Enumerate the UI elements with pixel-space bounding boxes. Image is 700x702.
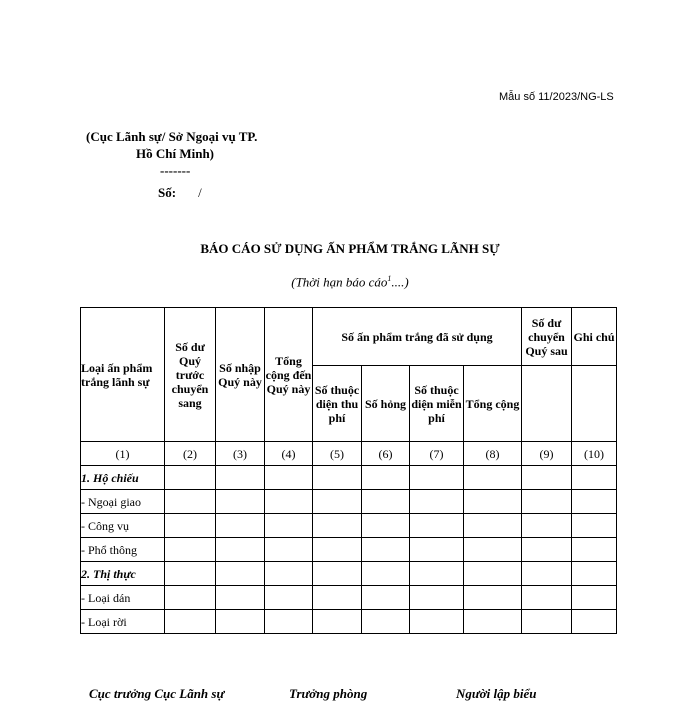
column-number: (1) <box>81 442 165 466</box>
table-cell[interactable] <box>572 562 617 586</box>
table-cell[interactable] <box>362 490 410 514</box>
form-code: Mẫu số 11/2023/NG-LS <box>499 91 614 103</box>
table-cell[interactable] <box>313 514 362 538</box>
row-label-passport: 1. Hộ chiếu <box>81 466 165 490</box>
table-cell[interactable] <box>265 610 313 634</box>
header-used-free: Số thuộc diện miễn phí <box>410 366 464 442</box>
table-cell[interactable] <box>464 514 522 538</box>
table-cell[interactable] <box>522 562 572 586</box>
table-cell[interactable] <box>410 610 464 634</box>
table-cell[interactable] <box>313 490 362 514</box>
signature-head: Cục trưởng Cục Lãnh sự <box>89 686 225 701</box>
report-period-tail: ....) <box>391 274 409 290</box>
table-cell[interactable] <box>522 538 572 562</box>
header-carry-over-blank <box>522 366 572 442</box>
table-cell[interactable] <box>410 562 464 586</box>
table-row <box>81 610 617 634</box>
table-row <box>81 490 617 514</box>
table-row <box>81 466 617 490</box>
report-period <box>80 274 620 290</box>
report-title: BÁO CÁO SỬ DỤNG ẤN PHẨM TRẮNG LÃNH SỰ <box>200 241 500 256</box>
table-cell[interactable] <box>165 514 216 538</box>
table-cell[interactable] <box>522 610 572 634</box>
table-cell[interactable] <box>464 586 522 610</box>
column-number: (2) <box>165 442 216 466</box>
table-cell[interactable] <box>216 466 265 490</box>
table-cell[interactable] <box>522 514 572 538</box>
table-cell[interactable] <box>522 466 572 490</box>
table-cell[interactable] <box>464 466 522 490</box>
row-label-loose: - Loại rời <box>81 610 165 634</box>
footnote-marker: 1 <box>387 274 392 283</box>
table-cell[interactable] <box>464 610 522 634</box>
table-cell[interactable] <box>216 562 265 586</box>
report-period-text: (Thời hạn báo cáo <box>291 274 388 290</box>
table-cell[interactable] <box>313 562 362 586</box>
column-number: (5) <box>313 442 362 466</box>
column-number: (4) <box>265 442 313 466</box>
table-cell[interactable] <box>572 490 617 514</box>
table-cell[interactable] <box>313 610 362 634</box>
table-cell[interactable] <box>410 514 464 538</box>
table-cell[interactable] <box>410 538 464 562</box>
table-cell[interactable] <box>165 490 216 514</box>
column-number: (10) <box>572 442 617 466</box>
column-number: (9) <box>522 442 572 466</box>
table-cell[interactable] <box>362 610 410 634</box>
column-number-row <box>81 442 617 466</box>
table-cell[interactable] <box>410 490 464 514</box>
table-cell[interactable] <box>216 514 265 538</box>
header-received: Số nhập Quý này <box>216 308 265 442</box>
table-cell[interactable] <box>464 562 522 586</box>
document-number-label: Số: <box>158 185 177 200</box>
header-type: Loại ấn phẩm trắng lãnh sự <box>81 308 165 442</box>
table-cell[interactable] <box>165 610 216 634</box>
table-cell[interactable] <box>362 586 410 610</box>
header-total-to-date: Tổng cộng đến Quý này <box>265 308 313 442</box>
table-cell[interactable] <box>165 466 216 490</box>
table-cell[interactable] <box>362 562 410 586</box>
table-cell[interactable] <box>216 610 265 634</box>
table-cell[interactable] <box>265 466 313 490</box>
row-label-official: - Công vụ <box>81 514 165 538</box>
table-cell[interactable] <box>265 538 313 562</box>
header-opening-balance: Số dư Quý trước chuyển sang <box>165 308 216 442</box>
table-cell[interactable] <box>410 586 464 610</box>
table-row <box>81 514 617 538</box>
table-cell[interactable] <box>165 538 216 562</box>
table-cell[interactable] <box>216 490 265 514</box>
table-cell[interactable] <box>265 490 313 514</box>
table-cell[interactable] <box>572 538 617 562</box>
table-cell[interactable] <box>362 466 410 490</box>
table-row <box>81 586 617 610</box>
header-note-blank <box>572 366 617 442</box>
table-cell[interactable] <box>464 490 522 514</box>
document-number-slash: / <box>198 185 202 200</box>
header-used-fee: Số thuộc diện thu phí <box>313 366 362 442</box>
table-cell[interactable] <box>362 538 410 562</box>
table-cell[interactable] <box>410 466 464 490</box>
document-number <box>158 185 202 201</box>
column-number: (6) <box>362 442 410 466</box>
table-cell[interactable] <box>572 466 617 490</box>
table-cell[interactable] <box>165 586 216 610</box>
header-used-group: Số ấn phẩm trắng đã sử dụng <box>313 308 522 366</box>
column-number: (3) <box>216 442 265 466</box>
header-note: Ghi chú <box>572 308 617 366</box>
signature-department: Trưởng phòng <box>289 686 368 701</box>
table-cell[interactable] <box>362 514 410 538</box>
table-cell[interactable] <box>265 586 313 610</box>
column-number: (8) <box>464 442 522 466</box>
table-cell[interactable] <box>313 538 362 562</box>
row-label-diplomatic: - Ngoại giao <box>81 490 165 514</box>
table-row <box>81 562 617 586</box>
row-label-visa: 2. Thị thực <box>81 562 165 586</box>
issuing-agency <box>86 128 286 162</box>
row-label-sticker: - Loại dán <box>81 586 165 610</box>
table-cell[interactable] <box>522 490 572 514</box>
header-used-total: Tổng cộng <box>464 366 522 442</box>
table-cell[interactable] <box>464 538 522 562</box>
table-row <box>81 538 617 562</box>
agency-divider: ------- <box>160 163 191 178</box>
table-cell[interactable] <box>265 562 313 586</box>
agency-line-2: Hồ Chí Minh) <box>136 146 215 161</box>
row-label-ordinary: - Phổ thông <box>81 538 165 562</box>
header-damaged: Số hỏng <box>362 366 410 442</box>
signature-preparer: Người lập biểu <box>456 686 537 701</box>
table-cell[interactable] <box>216 538 265 562</box>
column-number: (7) <box>410 442 464 466</box>
table-cell[interactable] <box>522 586 572 610</box>
table-cell[interactable] <box>216 586 265 610</box>
report-table <box>80 307 617 634</box>
table-cell[interactable] <box>572 610 617 634</box>
table-cell[interactable] <box>165 562 216 586</box>
agency-line-1: (Cục Lãnh sự/ Sở Ngoại vụ TP. <box>86 129 258 144</box>
table-cell[interactable] <box>572 586 617 610</box>
table-cell[interactable] <box>313 466 362 490</box>
header-carry-over: Số dư chuyển Quý sau <box>522 308 572 366</box>
table-cell[interactable] <box>572 514 617 538</box>
table-cell[interactable] <box>313 586 362 610</box>
table-cell[interactable] <box>265 514 313 538</box>
